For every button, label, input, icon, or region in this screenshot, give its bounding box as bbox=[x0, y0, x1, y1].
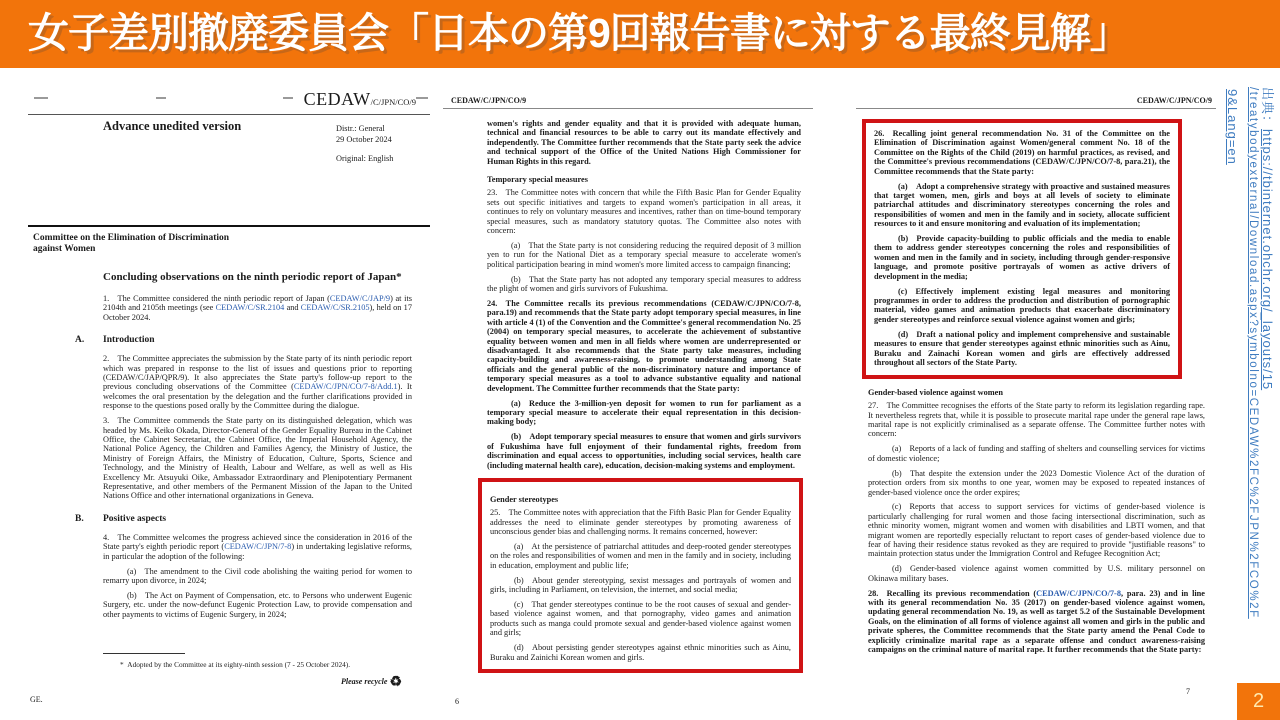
please-recycle-label: Please recycle ♻ bbox=[341, 675, 402, 690]
doc-subparagraph: (b) About gender stereotyping, sexist messages and portrayals of women and girls, including in Parliament, on television, the internet, and social media; bbox=[490, 575, 791, 595]
citation-line-2 bbox=[1247, 87, 1259, 619]
un-doc-header bbox=[28, 85, 430, 227]
header-thick-rule bbox=[28, 225, 430, 227]
slide-title: 女子差別撤廃委員会「日本の第9回報告書に対する最終見解」 bbox=[0, 0, 1280, 68]
doc-subparagraph: (b) That despite the extension under the 2023 Domestic Violence Act of the duration of protection orders from six months to one year, women may be exposed to repeated instances of gender-based violence once the order expires; bbox=[868, 468, 1205, 497]
doc-subparagraph: (a) That the State party is not considering reducing the required deposit of 3 million yen to run for the National Diet as a temporary special measure to accelerate women's political participation bearing in mind women's more limited access to campaign financing; bbox=[487, 240, 801, 269]
citation-url-link[interactable]: https://tbinternet.ohchr.org/_layouts/15 bbox=[1260, 129, 1275, 391]
header-rule bbox=[443, 108, 813, 109]
doc-symbol-link[interactable]: CEDAW/C/SR.2105 bbox=[300, 303, 370, 313]
doc-symbol-link[interactable]: CEDAW/C/JPN/7-8 bbox=[224, 542, 292, 552]
document-title: Concluding observations on the ninth periodic report of Japan* bbox=[103, 271, 402, 283]
doc-subparagraph-bold: (b) Provide capacity-building to public officials and the media to enable them to address gender stereotypes concerning the roles and responsibilities of women and men in the family and in society, including through gender-responsive language, and promote positive portrayals of women as active drivers of development in the media; bbox=[874, 234, 1170, 281]
doc-body bbox=[868, 119, 1205, 655]
doc-subparagraph-bold: (c) Effectively implement existing legal measures and monitoring programmes in order to address the production and distribution of pornographic material, video games and animation products that exacerbate discriminatory gender stereotypes and reinforce sexual violence against women and girls; bbox=[874, 286, 1170, 324]
recycle-icon: ♻ bbox=[389, 675, 402, 690]
doc-paragraph-bold: 28. Recalling its previous recommendation (CEDAW/C/JPN/CO/7-8, para. 23) and in line with its general recommendation No. 35 (2017) on gender-based violence against women, updating general recommendation No. 19, as well as target 5.2 of the Sustainable Development Goals, on the elimination of all forms of violence against all women and girls in the public and private spheres, the Committee recommends that the State party amend the Penal Code to explicitly criminalize marital rape as a separate offense and conduct awareness-raising campaigns on the criminal nature of marital rape. It further recommends that the State party: bbox=[868, 588, 1205, 655]
highlight-box-gender-stereotypes bbox=[478, 478, 803, 673]
doc-heading: Temporary special measures bbox=[487, 175, 588, 185]
doc-subparagraph: (c) Reports that access to support services for victims of gender-based violence is particularly challenging for rural women and those facing intersectional discrimination, such as ethnic minority women, migrant women and women with disabilities and LBTI women, and that migrant women are reportedly especially reluctant to report cases of gender-based violence due to fear of having their residence status revoked as they are required to provide "justifiable reasons" to maintain protection status under the Immigration Control and Refugee Recognition Act; bbox=[868, 502, 1205, 559]
footnote: * Adopted by the Committee at its eighty-ninth session (7 - 25 October 2024). bbox=[120, 660, 351, 669]
doc-symbol: CEDAW/C/JPN/CO/9 bbox=[1136, 96, 1212, 105]
footnote-rule bbox=[103, 653, 185, 654]
doc-body bbox=[487, 119, 801, 673]
page-number: 6 bbox=[455, 697, 459, 706]
doc-symbol: CEDAW/C/JPN/CO/9 bbox=[451, 96, 527, 105]
doc-text bbox=[868, 388, 1205, 655]
header-rule bbox=[856, 108, 1216, 109]
section-heading: B. Positive aspects bbox=[75, 513, 167, 524]
doc-subparagraph-bold: (d) Draft a national policy and implement comprehensive and sustainable measures to ensure that gender stereotypes against ethnic minorities such as Ainu, Buraku and Zainachi Korean women and girls are effectively addressed throughout all sectors of the State Party. bbox=[874, 329, 1170, 367]
highlight-box-recommendations bbox=[862, 119, 1182, 379]
doc-symbol-link[interactable]: CEDAW/C/JPN/CO/7-8/Add.1 bbox=[293, 382, 398, 392]
committee-name: Committee on the Elimination of Discrimination against Women bbox=[33, 233, 230, 254]
document-page-1 bbox=[28, 85, 430, 720]
doc-paragraph: 3. The Committee commends the State party on its distinguished delegation, which was headed by Ms. Keiko Okada, Director-General of the Gender Equality Bureau in the Cabinet Office, the Cabinet Secretariat, the Cabinet Office, the Imperial Household Agency, the National Police Agency, the Children and Families Agency, the Ministry of Justice, the Ministry of Foreign Affairs, the Ministry of Education, Culture, Sports, Science and Technology, and the Ministry of Health, Labour and Welfare, as well as well as His Excellency Mr. Atsuyuki Oike, Ambassador Extraordinary and Plenipotentiary Permanent Representative, and other members of the Permanent Mission of the Japan to the United Nations Office and other international organizations in Geneva. bbox=[103, 416, 412, 501]
citation-prefix: 出典： bbox=[1260, 87, 1275, 130]
advance-unedited-label: Advance unedited version bbox=[103, 119, 242, 133]
doc-subparagraph-bold: (a) Adopt a comprehensive strategy with proactive and sustained measures that target women, men, girls and boys at all levels of society to eliminate patriarchal attitudes and discriminatory stereotypes concerning the roles and responsibilities of women and men in the family and in society, allocate sufficient resources to it and ensure monitoring and evaluation of its implementation; bbox=[874, 181, 1170, 229]
doc-paragraph-bold: 26. Recalling joint general recommendation No. 31 of the Committee on the Elimination of Discrimination against Women/general comment No. 18 of the Committee on the Rights of the Child (2019) on harmful practices, as revised, and the Committee's previous recommendations (CEDAW/C/JPN/CO/7-8, para.21), the Committee recommends that the State party: bbox=[874, 129, 1170, 176]
doc-subparagraph-bold: (b) Adopt temporary special measures to ensure that women and girls survivors of Fukushima have full enjoyment of their fundamental rights, freedom from discrimination and equal access to opportunities, including social services, health care (including maternal health care), education, decision-making systems and employment. bbox=[487, 432, 801, 470]
doc-symbol-link[interactable]: CEDAW/C/JPN/CO/7-8 bbox=[1036, 588, 1121, 598]
doc-subparagraph: (a) Reports of a lack of funding and staffing of shelters and counselling services for victims of domestic violence; bbox=[868, 444, 1205, 463]
doc-paragraph-bold: women's rights and gender equality and that it is provided with adequate human, technical and financial resources to be able to carry out its mandate effectively and independently. The Committee further recommends that the State party seek the advice and technical support of the Office of the United Nations High Commissioner for Human Rights in this regard. bbox=[487, 119, 801, 166]
doc-symbol-link[interactable]: CEDAW/C/JAP/9 bbox=[329, 294, 391, 303]
page-number: 7 bbox=[1186, 687, 1190, 696]
citation-url-link[interactable]: /treatybodyexternal/Download.aspx?symbolno=CEDAW%2FC%2FJPN%2FCO%2F bbox=[1247, 87, 1259, 619]
doc-paragraph: 25. The Committee notes with appreciation that the Fifth Basic Plan for Gender Equality addresses the need to eliminate gender stereotypes by promoting awareness of unconscious gender bias and challenging norms. It remains concerned, however: bbox=[490, 508, 791, 537]
doc-paragraph: 2. The Committee appreciates the submission by the State party of its ninth periodic report which was prepared in response to the list of issues and questions prior to reporting (CEDAW/C/JAP/QPR/9). It also appreciates the State party's follow-up report to the previous concluding observations of the Committee (CEDAW/C/JPN/CO/7-8/Add.1). It welcomes the oral presentation by the delegation and the further clarifications provided in response to the questions posed orally by the Committee during the dialogue. bbox=[103, 354, 412, 411]
doc-text bbox=[487, 119, 801, 470]
citation-line-3 bbox=[1225, 89, 1240, 165]
doc-subparagraph: (c) That gender stereotypes continue to be the root causes of sexual and gender-based violence against women, and that pornography, video games and animation products such as manga could promote sexual and gender-based violence against women and girls; bbox=[490, 600, 791, 638]
doc-symbol-link[interactable]: CEDAW/C/SR.2104 bbox=[215, 303, 285, 313]
doc-heading: Gender-based violence against women bbox=[868, 387, 1003, 397]
original-language: Original: English bbox=[336, 154, 394, 163]
doc-subparagraph: (d) Gender-based violence against women committed by U.S. military personnel on Okinawa military bases. bbox=[868, 564, 1205, 583]
doc-subparagraph: (b) That the State party has not adopted any temporary special measures to address the plight of women and girls survivors of Fukushima. bbox=[487, 274, 801, 294]
doc-heading: Gender stereotypes bbox=[490, 494, 559, 504]
ge-label: GE. bbox=[30, 695, 43, 704]
doc-body bbox=[75, 271, 412, 619]
citation-url-link[interactable]: 9&Lang=en bbox=[1225, 89, 1240, 165]
section-heading: A. Introduction bbox=[75, 335, 155, 346]
document-page-2 bbox=[443, 85, 813, 720]
doc-subparagraph: (a) At the persistence of patriarchal attitudes and deep-rooted gender stereotypes on the roles and responsibilities of women and men in the family and in society, including in education, employment and public life; bbox=[490, 542, 791, 570]
doc-paragraph: 1. The Committee considered the ninth periodic report of Japan (CEDAW/C/JAP/9) at its 2104th and 2105th meetings (see CEDAW/C/SR.2104 and CEDAW/C/SR.2105), held on 17 October 2024. bbox=[103, 294, 412, 322]
citation-line-1 bbox=[1259, 87, 1278, 390]
doc-subparagraph: (b) The Act on Payment of Compensation, etc. to Persons who underwent Eugenic Surgery, etc. under the now-defunct Eugenic Protection Law, to provide compensation and other payments to victims of Eugenic Surgery, in 2024; bbox=[103, 590, 412, 619]
doc-symbol: CEDAW/C/JPN/CO/9 bbox=[303, 89, 416, 109]
distribution-info: Distr.: General 29 October 2024 bbox=[336, 124, 392, 144]
doc-subparagraph-bold: (a) Reduce the 3-million-yen deposit for women to run for parliament as a temporary special measure to accelerate their equal representation in this decision-making body; bbox=[487, 398, 801, 427]
doc-paragraph-bold: 24. The Committee recalls its previous recommendations (CEDAW/C/JPN/CO/7-8, para.19) and recommends that the State party adopt temporary special measures, in line with article 4 (1) of the Convention and the Committee's general recommendation No. 25 (2004) on temporary special measures, to accelerate the achievement of substantive equality between women and men in all fields where women are underrepresented or disadvantaged. It also recommends that the State party take measures, including capacity-building and awareness-raising, to promote understanding among State officials and the general public of the non-discriminatory nature and importance of temporary special measures as a tool to advance substantive equality and national development. The Committee further recommends that the State party: bbox=[487, 299, 801, 393]
header-rule bbox=[28, 114, 430, 115]
section-letter: B. bbox=[75, 513, 84, 524]
document-page-3 bbox=[856, 85, 1216, 720]
slide-page-number: 2 bbox=[1237, 683, 1280, 720]
doc-paragraph: 23. The Committee notes with concern that while the Fifth Basic Plan for Gender Equality sets out specific initiatives and targets to expand women's participation in all areas, it continues to rely on voluntary measures and incentives, rather than on time-bound temporary special measures, such as mandatory statutory quotas. The Committee also notes with concern: bbox=[487, 188, 801, 236]
doc-paragraph: 27. The Committee recognises the efforts of the State party to reform its legislation regarding rape. It nevertheless regrets that, while it is possible to prosecute marital rape under the general rape laws, marital rape is not explicitly criminalised as a separate offense. The Committee further notes with concern: bbox=[868, 401, 1205, 439]
section-letter: A. bbox=[75, 335, 85, 346]
doc-paragraph: 4. The Committee welcomes the progress achieved since the consideration in 2016 of the State party's eighth periodic report (CEDAW/C/JPN/7-8) in undertaking legislative reforms, in particular the adoption of the following: bbox=[103, 532, 412, 561]
doc-subparagraph: (d) About persisting gender stereotypes against ethnic minorities such as Ainu, Buraku and Zainichi Korean women and girls. bbox=[490, 643, 791, 662]
doc-subparagraph: (a) The amendment to the Civil code abolishing the waiting period for women to remarry upon divorce, in 2024; bbox=[103, 566, 412, 585]
